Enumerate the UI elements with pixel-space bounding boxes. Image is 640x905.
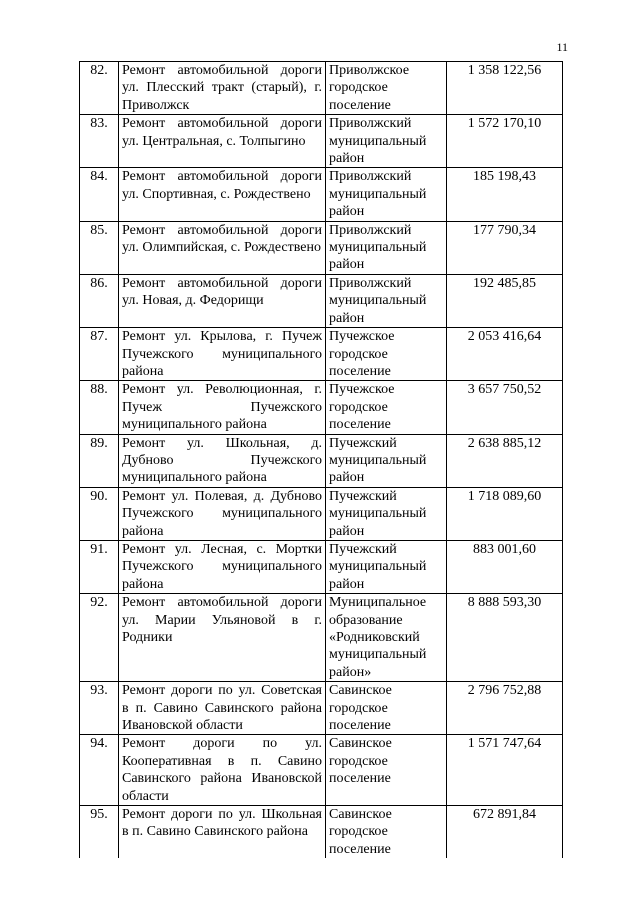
amount: 185 198,43	[447, 168, 563, 221]
work-description: Ремонт автомобильной дороги ул. Марии Ульяновой в г. Родники	[119, 594, 326, 682]
row-number: 95.	[80, 806, 119, 859]
table-row	[80, 540, 563, 593]
amount: 672 891,84	[447, 806, 563, 859]
table-row	[80, 328, 563, 381]
amount: 3 657 750,52	[447, 381, 563, 434]
table-row	[80, 594, 563, 682]
work-description: Ремонт ул. Школьная, д. Дубново Пучежского муниципального района	[119, 434, 326, 487]
table-row	[80, 115, 563, 168]
municipality: Приволжский муниципальный район	[326, 221, 447, 274]
amount: 1 358 122,56	[447, 62, 563, 115]
work-description: Ремонт ул. Крылова, г. Пучеж Пучежского муниципального района	[119, 328, 326, 381]
table-row	[80, 62, 563, 115]
work-description: Ремонт ул. Полевая, д. Дубново Пучежского муниципального района	[119, 487, 326, 540]
amount: 8 888 593,30	[447, 594, 563, 682]
work-description: Ремонт автомобильной дороги ул. Олимпийская, с. Рождествено	[119, 221, 326, 274]
table-row	[80, 221, 563, 274]
municipality: Пучежское городское поселение	[326, 381, 447, 434]
municipality: Приволжский муниципальный район	[326, 115, 447, 168]
municipality: Савинское городское поселение	[326, 735, 447, 806]
table-row	[80, 168, 563, 221]
municipality: Пучежский муниципальный район	[326, 434, 447, 487]
row-number: 91.	[80, 540, 119, 593]
work-description: Ремонт автомобильной дороги ул. Спортивная, с. Рождествено	[119, 168, 326, 221]
row-number: 90.	[80, 487, 119, 540]
table-row	[80, 735, 563, 806]
table-row	[80, 682, 563, 735]
amount: 1 571 747,64	[447, 735, 563, 806]
work-description: Ремонт дороги по ул. Кооперативная в п. Савино Савинского района Ивановской области	[119, 735, 326, 806]
table-body	[80, 62, 563, 859]
row-number: 92.	[80, 594, 119, 682]
work-description: Ремонт автомобильной дороги ул. Плесский тракт (старый), г. Приволжск	[119, 62, 326, 115]
municipality: Муниципальное образование «Родниковский муниципальный район»	[326, 594, 447, 682]
municipality: Приволжский муниципальный район	[326, 168, 447, 221]
municipality: Пучежское городское поселение	[326, 328, 447, 381]
table-row	[80, 487, 563, 540]
row-number: 84.	[80, 168, 119, 221]
municipality: Приволжский муниципальный район	[326, 274, 447, 327]
row-number: 83.	[80, 115, 119, 168]
amount: 177 790,34	[447, 221, 563, 274]
table-row	[80, 274, 563, 327]
row-number: 82.	[80, 62, 119, 115]
amount: 192 485,85	[447, 274, 563, 327]
amount: 2 796 752,88	[447, 682, 563, 735]
municipality: Приволжское городское поселение	[326, 62, 447, 115]
work-description: Ремонт дороги по ул. Советская в п. Савино Савинского района Ивановской области	[119, 682, 326, 735]
row-number: 94.	[80, 735, 119, 806]
road-repair-table	[79, 61, 563, 858]
row-number: 85.	[80, 221, 119, 274]
amount: 1 572 170,10	[447, 115, 563, 168]
table-row	[80, 806, 563, 859]
amount: 2 053 416,64	[447, 328, 563, 381]
page-number: 11	[556, 40, 568, 54]
row-number: 86.	[80, 274, 119, 327]
work-description: Ремонт автомобильной дороги ул. Новая, д. Федорищи	[119, 274, 326, 327]
row-number: 88.	[80, 381, 119, 434]
amount: 883 001,60	[447, 540, 563, 593]
row-number: 87.	[80, 328, 119, 381]
work-description: Ремонт ул. Революционная, г. Пучеж Пучежского муниципального района	[119, 381, 326, 434]
row-number: 89.	[80, 434, 119, 487]
work-description: Ремонт ул. Лесная, с. Мортки Пучежского муниципального района	[119, 540, 326, 593]
municipality: Пучежский муниципальный район	[326, 487, 447, 540]
table-row	[80, 381, 563, 434]
work-description: Ремонт дороги по ул. Школьная в п. Савино Савинского района	[119, 806, 326, 859]
work-description: Ремонт автомобильной дороги ул. Центральная, с. Толпыгино	[119, 115, 326, 168]
table-row	[80, 434, 563, 487]
municipality: Савинское городское поселение	[326, 682, 447, 735]
municipality: Савинское городское поселение	[326, 806, 447, 859]
row-number: 93.	[80, 682, 119, 735]
amount: 1 718 089,60	[447, 487, 563, 540]
amount: 2 638 885,12	[447, 434, 563, 487]
municipality: Пучежский муниципальный район	[326, 540, 447, 593]
